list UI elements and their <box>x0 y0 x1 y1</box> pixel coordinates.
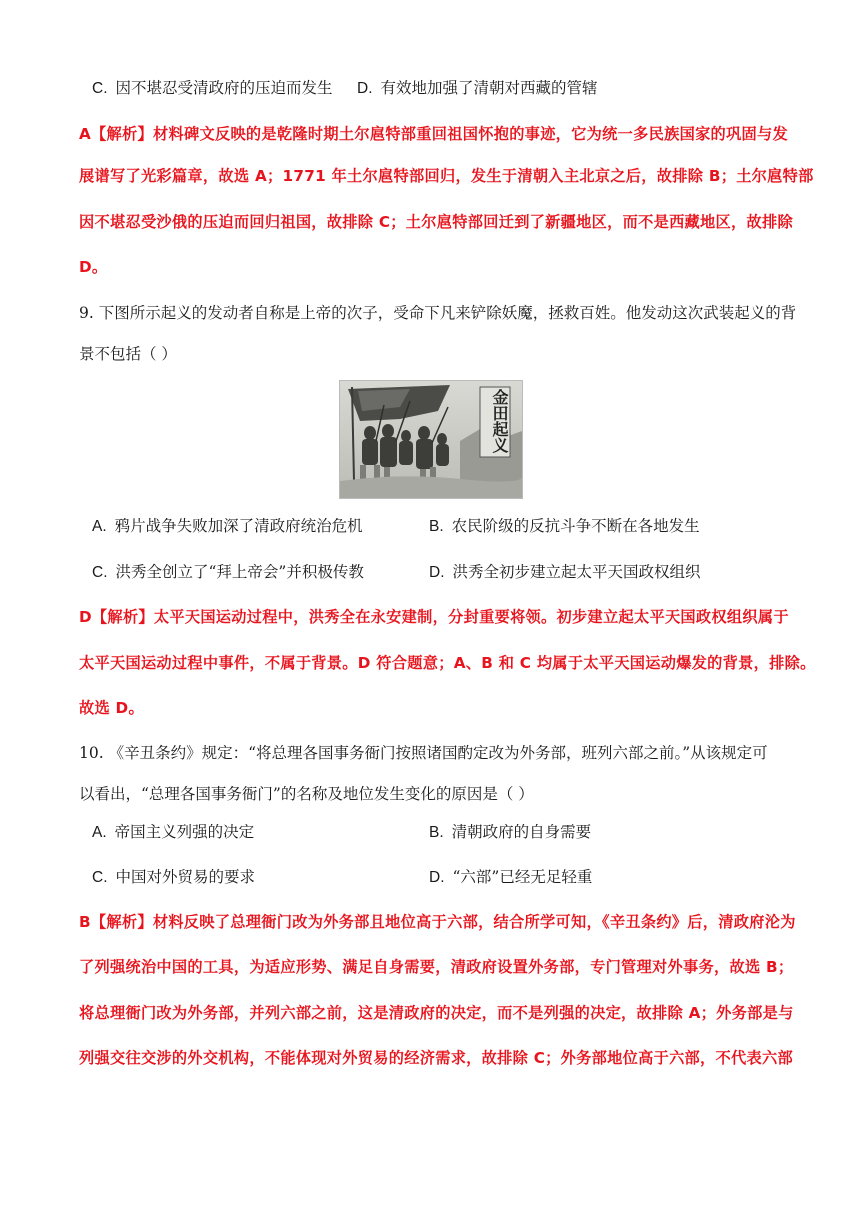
q10-analysis-line-3: 将总理衙门改为外务部，并列六部之前，这是清政府的决定，而不是列强的决定，故排除 A；外务部是与 <box>79 1004 794 1022</box>
q8-analysis-line-2: 展谱写了光彩篇章，故选 A；1771 年土尔扈特部回归，发生于清朝入主北京之后，故排除 B；土尔扈特部 <box>79 167 814 185</box>
q9-option-c: C. 洪秀全创立了“拜上帝会”并积极传教 <box>92 563 364 581</box>
q10-analysis-line-1: B【解析】材料反映了总理衙门改为外务部且地位高于六部，结合所学可知，《辛丑条约》后，清政府沦为 <box>79 913 796 931</box>
q10-analysis-line-4: 列强交往交涉的外交机构，不能体现对外贸易的经济需求，故排除 C；外务部地位高于六部，不代表六部 <box>79 1049 793 1067</box>
jintian-uprising-illustration <box>339 380 523 499</box>
q9-analysis-line-2: 太平天国运动过程中事件，不属于背景。D 符合题意；A、B 和 C 均属于太平天国运动爆发的背景，排除。 <box>79 654 816 672</box>
q8-analysis-line-3: 因不堪忍受沙俄的压迫而回归祖国，故排除 C；土尔扈特部回迁到了新疆地区，而不是西藏地区，故排除 <box>79 213 793 231</box>
q10-option-a: A. 帝国主义列强的决定 <box>92 823 255 841</box>
q10-option-b: B. 清朝政府的自身需要 <box>429 823 592 841</box>
q10-option-d: D. “六部”已经无足轻重 <box>429 868 593 886</box>
figure-caption: 金田起义 <box>490 389 509 453</box>
q10-option-c: C. 中国对外贸易的要求 <box>92 868 256 886</box>
q9-stem-line-2: 景不包括（ ） <box>79 345 177 363</box>
q9-option-b: B. 农民阶级的反抗斗争不断在各地发生 <box>429 517 700 535</box>
q8-analysis-line-4: D。 <box>79 258 108 276</box>
q10-stem-line-1: 10. 《辛丑条约》规定：“将总理各国事务衙门按照诸国酌定改为外务部，班列六部之前。”从该规定可 <box>79 744 768 762</box>
q9-option-a: A. 鸦片战争失败加深了清政府统治危机 <box>92 517 363 535</box>
q10-analysis-line-2: 了列强统治中国的工具，为适应形势、满足自身需要，清政府设置外务部，专门管理对外事务，故选 B； <box>79 958 794 976</box>
q8-analysis-line-1: A【解析】材料碑文反映的是乾隆时期土尔扈特部重回祖国怀抱的事迹，它为统一多民族国家的巩固与发 <box>79 125 788 143</box>
q8-option-c: C. 因不堪忍受清政府的压迫而发生 <box>92 79 333 97</box>
q9-stem-line-1: 9. 下图所示起义的发动者自称是上帝的次子，受命下凡来铲除妖魔，拯救百姓。他发动这次武装起义的背 <box>79 304 797 322</box>
q10-stem-line-2: 以看出，“总理各国事务衙门”的名称及地位发生变化的原因是（ ） <box>79 785 534 803</box>
q9-analysis-line-1: D【解析】太平天国运动过程中，洪秀全在永安建制，分封重要将领。初步建立起太平天国政权组织属于 <box>79 608 789 626</box>
q9-analysis-line-3: 故选 D。 <box>79 699 144 717</box>
q8-option-d: D. 有效地加强了清朝对西藏的管辖 <box>357 79 598 97</box>
q9-option-d: D. 洪秀全初步建立起太平天国政权组织 <box>429 563 701 581</box>
